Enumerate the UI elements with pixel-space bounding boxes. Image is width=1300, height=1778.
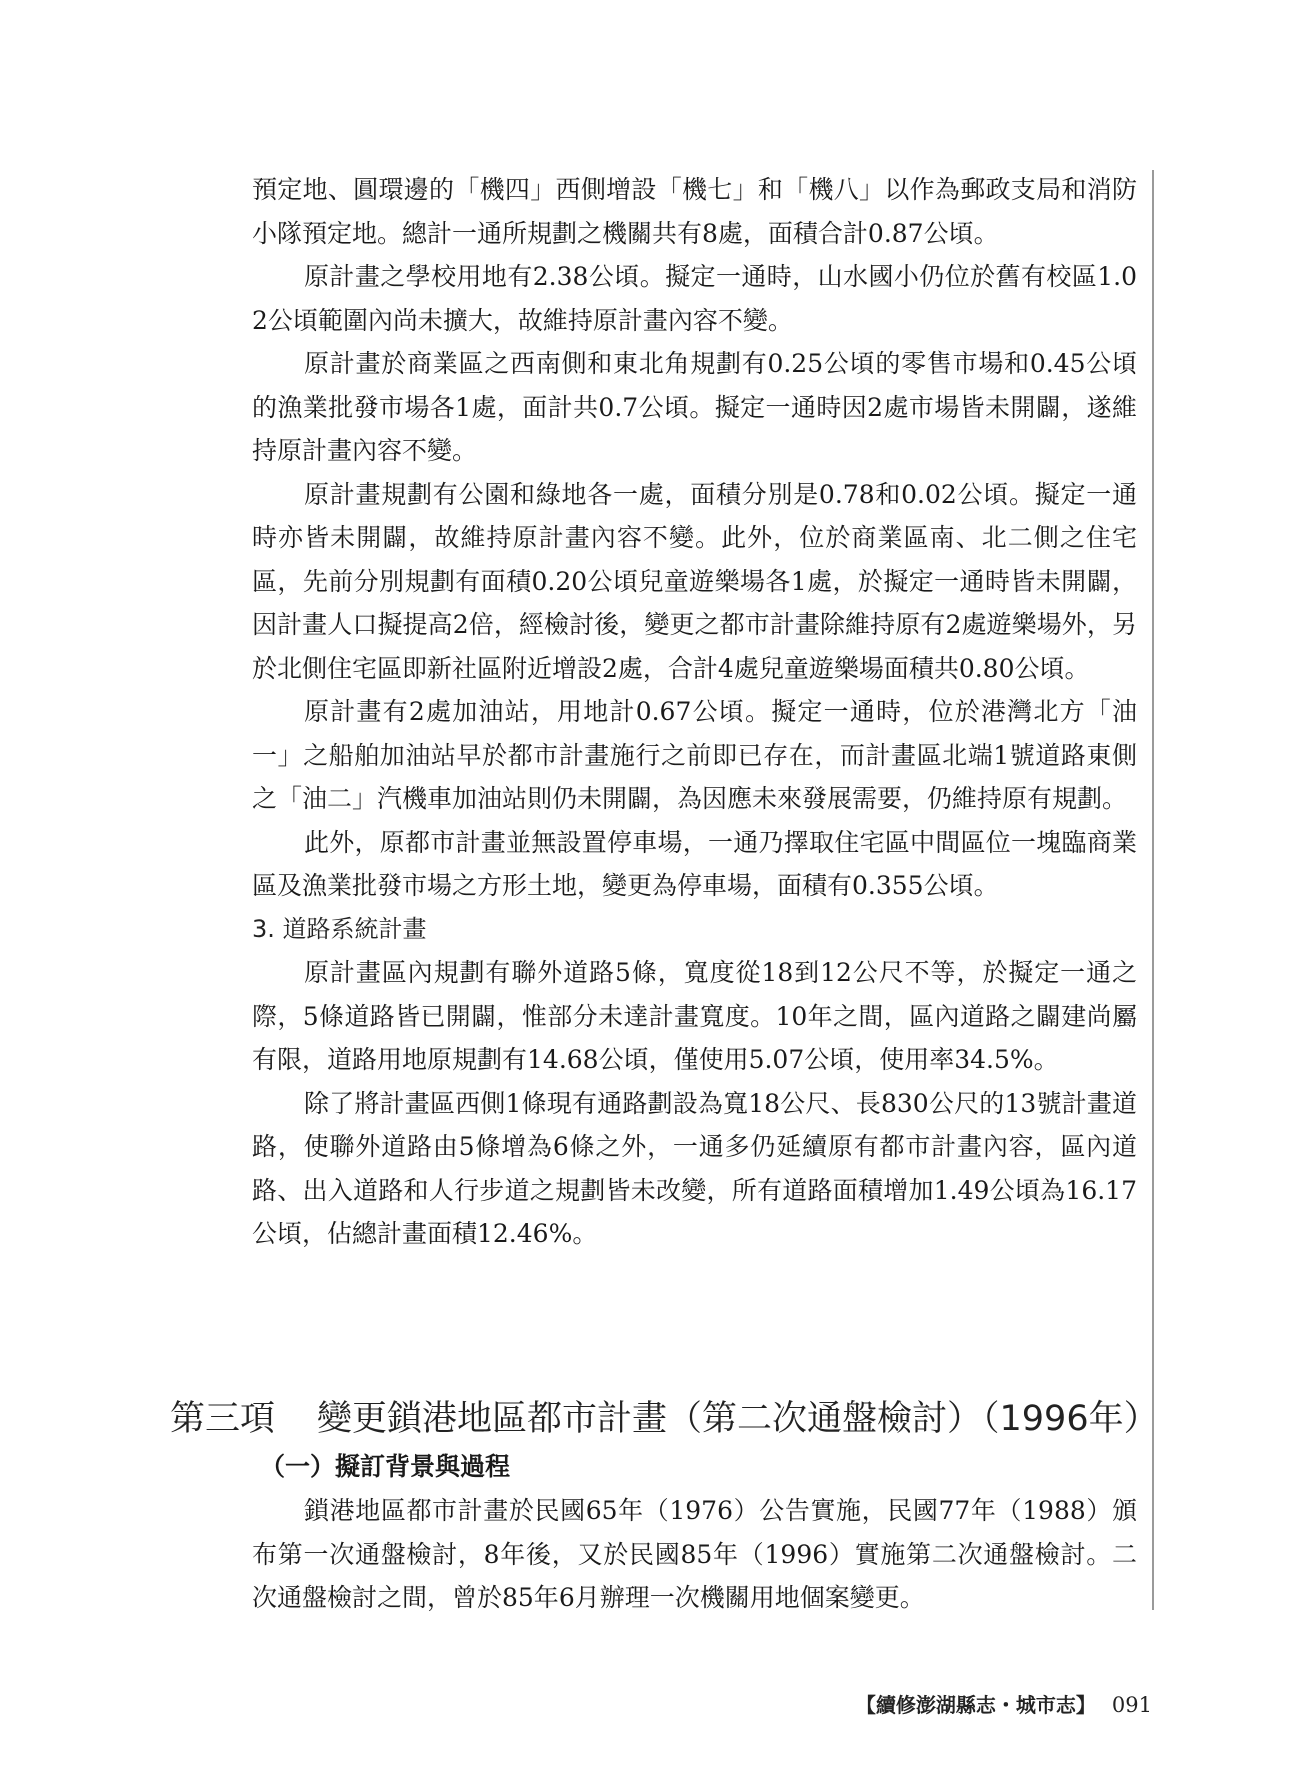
page-number: 091	[1111, 1693, 1152, 1717]
book-title: 【續修澎湖縣志・城市志】	[855, 1693, 1096, 1717]
section-body	[252, 1445, 1137, 1620]
paragraph-roads: 原計畫區內規劃有聯外道路5條，寬度從18到12公尺不等，於擬定一通之際，5條道路皆已開闢，惟部分未達計畫寬度。10年之間，區內道路之闢建尚屬有限，道路用地原規劃有14.68公頃，僅使用5.07公頃，使用率34.5%。	[252, 958, 1137, 1074]
paragraph-market: 原計畫於商業區之西南側和東北角規劃有0.25公頃的零售市場和0.45公頃的漁業批發市場各1處，面計共0.7公頃。擬定一通時因2處市場皆未開闢，遂維持原計畫內容不變。	[252, 349, 1137, 465]
section-title	[170, 1394, 1159, 1444]
road-system-heading: 3. 道路系統計畫	[252, 914, 427, 943]
paragraph-gas-station: 原計畫有2處加油站，用地計0.67公頃。擬定一通時，位於港灣北方「油一」之船舶加油站早於都市計畫施行之前即已存在，而計畫區北端1號道路東側之「油二」汽機車加油站則仍未開闢，為因應未來發展需要，仍維持原有規劃。	[252, 697, 1137, 813]
paragraph-park: 原計畫規劃有公園和綠地各一處，面積分別是0.78和0.02公頃。擬定一通時亦皆未開闢，故維持原計畫內容不變。此外，位於商業區南、北二側之住宅區，先前分別規劃有面積0.20公頃兒童遊樂場各1處，於擬定一通時皆未開闢，因計畫人口擬提高2倍，經檢討後，變更之都市計畫除維持原有2處遊樂場外，另於北側住宅區即新社區附近增設2處，合計4處兒童遊樂場面積共0.80公頃。	[252, 479, 1137, 683]
body-text	[252, 168, 1137, 1256]
section-title-text: 變更鎖港地區都市計畫（第二次通盤檢討）（1996年）	[317, 1399, 1159, 1439]
paragraph-school: 原計畫之學校用地有2.38公頃。擬定一通時，山水國小仍位於舊有校區1.02公頃範圍內尚未擴大，故維持原計畫內容不變。	[252, 262, 1137, 335]
paragraph-parking: 此外，原都市計畫並無設置停車場，一通乃擇取住宅區中間區位一塊臨商業區及漁業批發市場之方形土地，變更為停車場，面積有0.355公頃。	[252, 827, 1137, 900]
page-footer	[856, 1690, 1152, 1720]
paragraph-background: 鎖港地區都市計畫於民國65年（1976）公告實施，民國77年（1988）頒布第一次通盤檢討，8年後，又於民國85年（1996）實施第二次通盤檢討。二次通盤檢討之間，曾於85年6月辦理一次機關用地個案變更。	[252, 1496, 1137, 1612]
margin-rule	[1152, 170, 1154, 1610]
section-number: 第三項	[170, 1399, 276, 1439]
section-subheading: （一）擬訂背景與過程	[260, 1452, 511, 1481]
paragraph-continued: 預定地、圓環邊的「機四」西側增設「機七」和「機八」以作為郵政支局和消防小隊預定地。總計一通所規劃之機關共有8處，面積合計0.87公頃。	[252, 175, 1137, 248]
paragraph-roads-change: 除了將計畫區西側1條現有通路劃設為寬18公尺、長830公尺的13號計畫道路，使聯外道路由5條增為6條之外，一通多仍延續原有都市計畫內容，區內道路、出入道路和人行步道之規劃皆未改變，所有道路面積增加1.49公頃為16.17公頃，佔總計畫面積12.46%。	[252, 1088, 1137, 1248]
